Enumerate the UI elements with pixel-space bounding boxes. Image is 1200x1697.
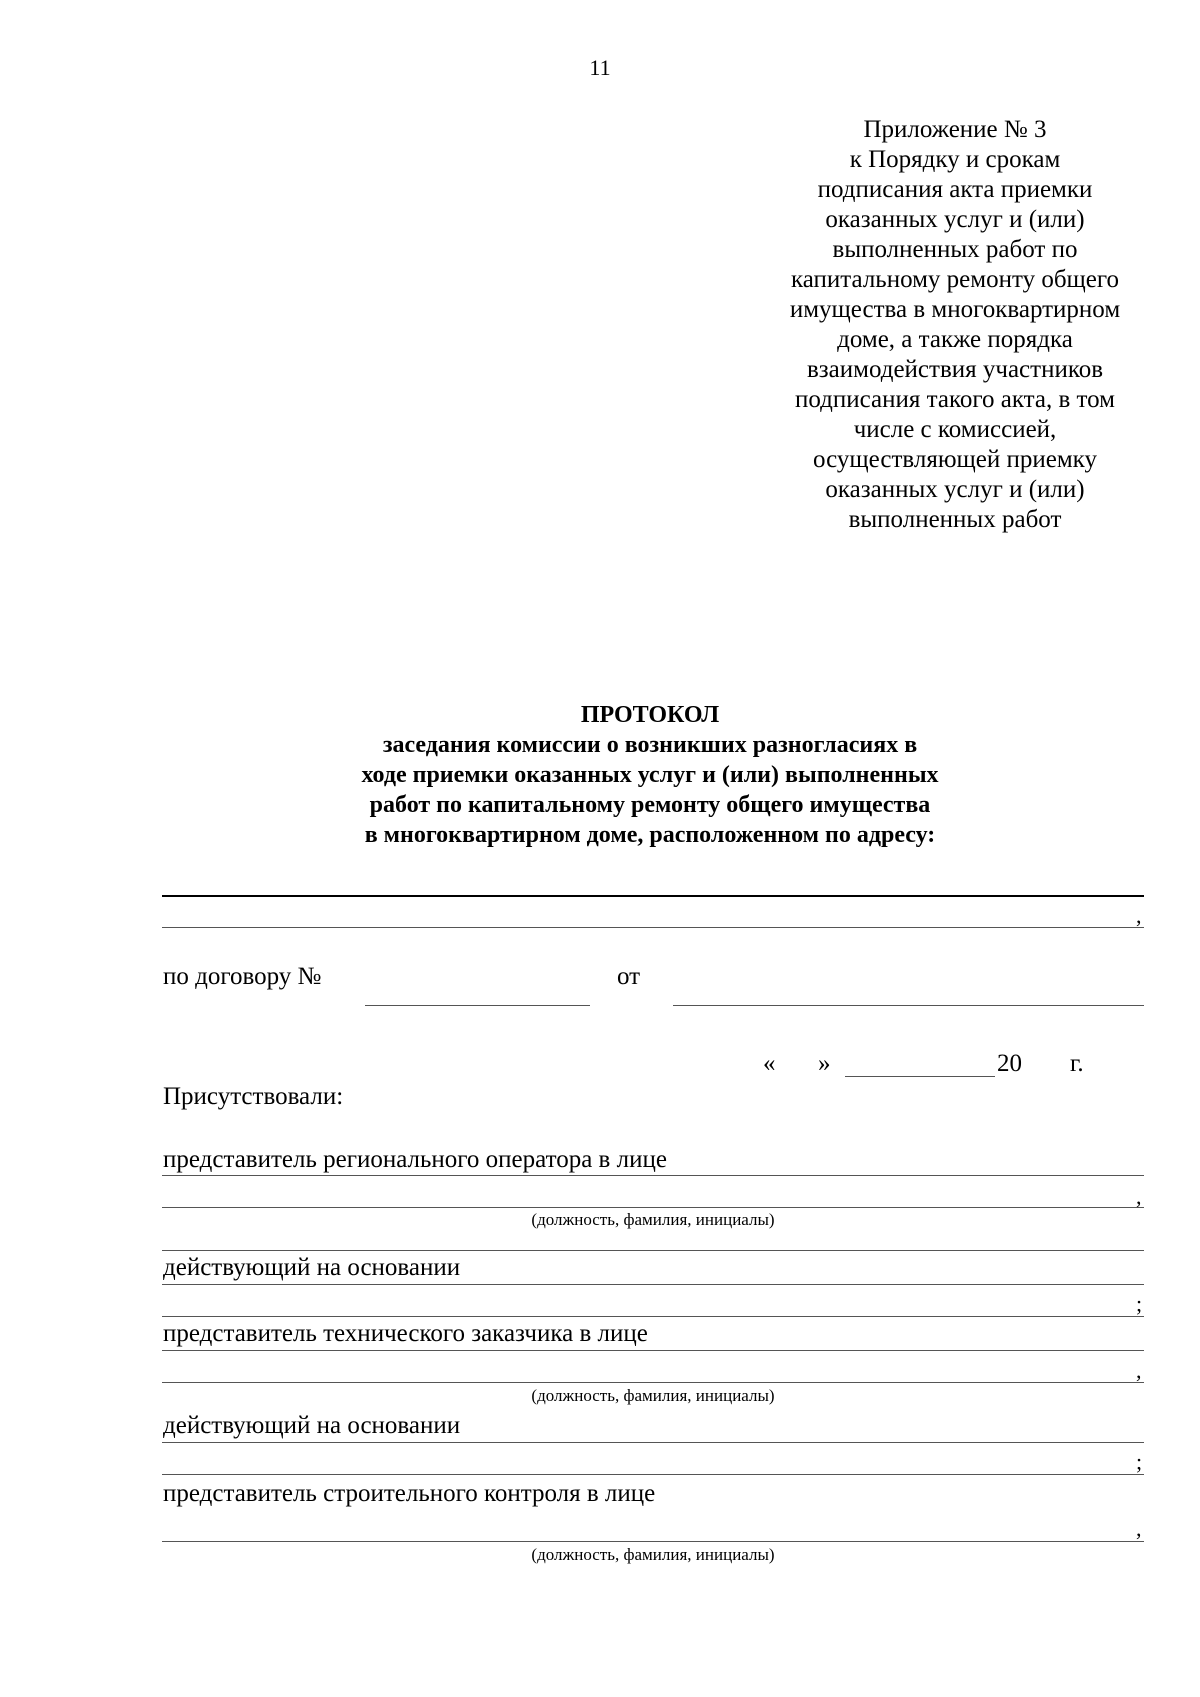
construction-control-comma: ,: [1136, 1516, 1142, 1541]
acting-basis-1-line-1[interactable]: [162, 1284, 1144, 1285]
construction-control-label: представитель строительного контроля в лице: [163, 1480, 656, 1507]
address-line-1[interactable]: [162, 895, 1144, 897]
contract-date-line[interactable]: [673, 1005, 1144, 1006]
technical-customer-line-2[interactable]: [162, 1382, 1144, 1383]
title-line: ходе приемки оказанных услуг и (или) выполненных: [361, 762, 939, 788]
appendix-line: капитальному ремонту общего: [790, 266, 1120, 293]
title-line: работ по капитальному ремонту общего имущества: [369, 792, 931, 818]
appendix-line: осуществляющей приемку: [813, 446, 1097, 473]
appendix-line: подписания такого акта, в том: [795, 386, 1115, 413]
date-open-quote: «: [763, 1050, 776, 1077]
contract-number-line[interactable]: [365, 1005, 590, 1006]
address-comma: ,: [1136, 903, 1142, 928]
date-month-line[interactable]: [845, 1076, 995, 1077]
construction-control-caption: (должность, фамилия, инициалы): [531, 1545, 775, 1564]
technical-customer-caption: (должность, фамилия, инициалы): [531, 1386, 775, 1405]
date-year-suffix: г.: [1070, 1050, 1084, 1077]
appendix-line: выполненных работ по: [832, 236, 1078, 263]
document-title: [250, 700, 1050, 850]
appendix-line: имущества в многоквартирном: [789, 296, 1121, 323]
appendix-line: взаимодействия участников: [806, 356, 1104, 383]
acting-basis-2-line-2[interactable]: [162, 1474, 1144, 1475]
regional-operator-caption: (должность, фамилия, инициалы): [531, 1210, 775, 1229]
date-year-prefix: 20: [997, 1050, 1022, 1077]
from-label: от: [617, 963, 641, 990]
acting-basis-2-label: действующий на основании: [163, 1412, 461, 1439]
acting-basis-1-label: действующий на основании: [163, 1254, 461, 1281]
technical-customer-comma: ,: [1136, 1358, 1142, 1383]
technical-customer-line-1[interactable]: [162, 1350, 1144, 1351]
construction-control-line[interactable]: [162, 1541, 1144, 1542]
date-close-quote: »: [818, 1050, 831, 1077]
appendix-line: оказанных услуг и (или): [825, 476, 1085, 503]
acting-basis-2-semicolon: ;: [1136, 1449, 1143, 1474]
appendix-line: доме, а также порядка: [837, 326, 1073, 353]
technical-customer-label: представитель технического заказчика в лице: [163, 1320, 648, 1347]
regional-operator-label: представитель регионального оператора в лице: [163, 1146, 667, 1173]
appendix-line: оказанных услуг и (или): [825, 206, 1085, 233]
acting-basis-1-top-line: [162, 1250, 1144, 1251]
appendix-reference: [740, 115, 1170, 535]
appendix-line: числе с комиссией,: [853, 416, 1057, 443]
title-line: заседания комиссии о возникших разногласиях в: [382, 732, 918, 758]
page-number: 11: [589, 55, 611, 80]
acting-basis-2-line-1[interactable]: [162, 1442, 1144, 1443]
appendix-line: Приложение № 3: [863, 116, 1047, 143]
attended-label: Присутствовали:: [163, 1083, 344, 1110]
title-line: ПРОТОКОЛ: [580, 702, 720, 728]
appendix-line: к Порядку и срокам: [849, 146, 1061, 173]
regional-operator-line-1[interactable]: [162, 1175, 1144, 1176]
appendix-line: подписания акта приемки: [817, 176, 1093, 203]
appendix-line: выполненных работ: [848, 506, 1062, 533]
address-line-2[interactable]: [162, 927, 1144, 928]
title-line: в многоквартирном доме, расположенном по адресу:: [364, 822, 936, 848]
acting-basis-1-line-2[interactable]: [162, 1316, 1144, 1317]
regional-operator-line-2[interactable]: [162, 1207, 1144, 1208]
contract-label: по договору №: [163, 963, 322, 990]
regional-operator-comma: ,: [1136, 1184, 1142, 1209]
acting-basis-1-semicolon: ;: [1136, 1291, 1143, 1316]
